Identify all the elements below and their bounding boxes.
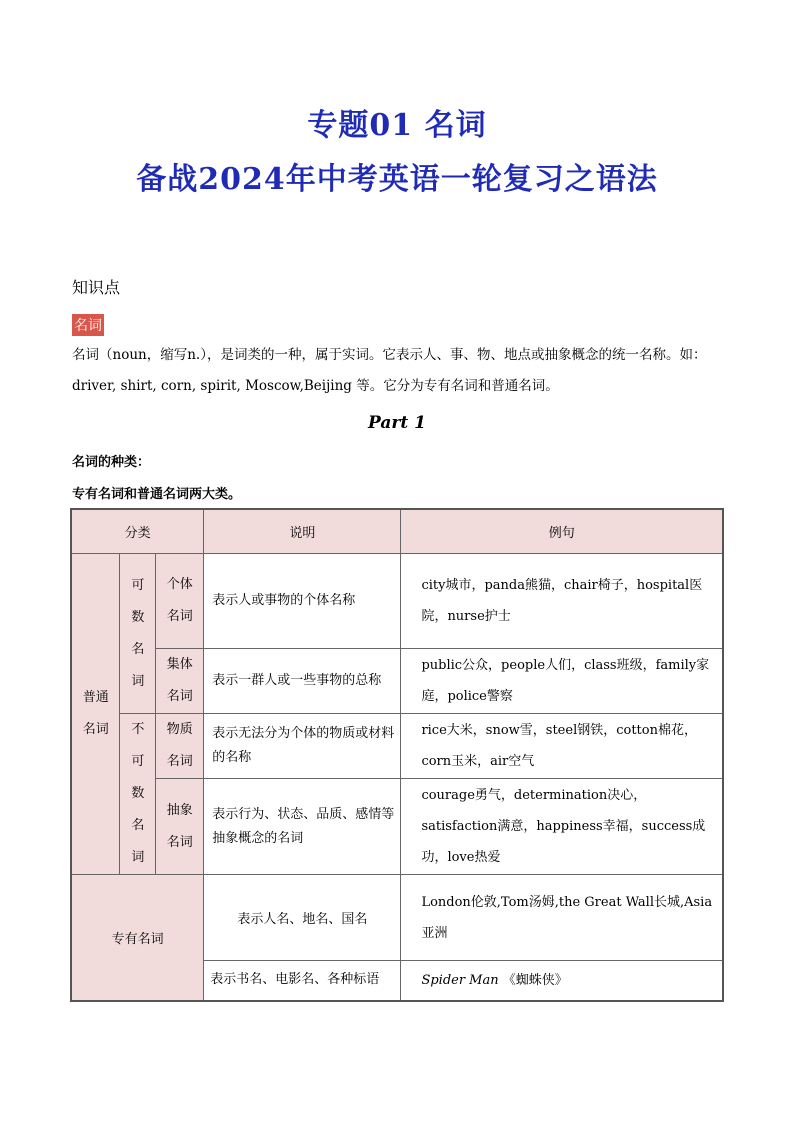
noun-type: 集体名词 — [166, 657, 193, 704]
intro-line-2: driver, shirt, corn, spirit, Moscow,Beijing 等。它分为专有名词和普通名词。 — [72, 378, 559, 394]
row-examples: courage勇气，determination决心，satisfaction满意，happiness幸福，success成功，love热爱 — [401, 779, 723, 875]
noun-type: 物质名词 — [166, 722, 193, 770]
noun-types-table — [70, 508, 724, 1002]
common-noun-label: 普通名词 — [82, 690, 109, 737]
example-title: Spider Man — [421, 972, 499, 988]
table-row — [71, 554, 723, 649]
table-row — [71, 779, 723, 875]
proper-row-description: 表示人名、地名、国名 — [204, 875, 401, 961]
subheading-types: 名词的种类： — [72, 455, 151, 470]
table-row — [71, 649, 723, 714]
row-examples: rice大米，snow雪，steel钢铁，cotton棉花，corn玉米，air空气 — [401, 714, 723, 779]
header-examples: 例句 — [401, 509, 723, 554]
row-examples: city城市，panda熊猫，chair椅子，hospital医院，nurse护士 — [401, 554, 723, 649]
topic-tag: 名词 — [72, 314, 104, 336]
uncountable-cell — [120, 714, 156, 875]
noun-type: 抽象名词 — [166, 802, 193, 850]
uncountable-label: 不可数名词 — [131, 722, 145, 865]
page-subtitle: 备战2024年中考英语一轮复习之语法 — [136, 162, 658, 197]
proper-noun-cell: 专有名词 — [71, 875, 204, 1001]
proper-row-examples: London伦敦,Tom汤姆,the Great Wall长城,Asia亚洲 — [401, 875, 723, 961]
row-type-cell — [156, 649, 204, 714]
table-header-row — [71, 509, 723, 554]
proper-row-description: 表示书名、电影名、各种标语 — [204, 961, 401, 1001]
row-description: 表示一群人或一些事物的总称 — [204, 649, 401, 714]
table-row — [71, 714, 723, 779]
row-type-cell — [156, 779, 204, 875]
countable-label: 可数名词 — [131, 577, 145, 689]
row-description: 表示行为、状态、品质、感情等抽象概念的名词 — [204, 779, 401, 875]
table-row — [71, 875, 723, 961]
header-description: 说明 — [204, 509, 401, 554]
part-heading: Part 1 — [368, 413, 426, 433]
intro-line-1: 名词（noun，缩写n.），是词类的一种，属于实词。它表示人、事、物、地点或抽象概念的统一名称。如： — [72, 347, 707, 363]
row-examples: public公众，people人们，class班级，family家庭，police警察 — [401, 649, 723, 714]
page-title: 专题01 名词 — [307, 108, 487, 143]
row-description: 表示人或事物的个体名称 — [204, 554, 401, 649]
proper-row-examples — [401, 961, 723, 1001]
noun-type: 个体名词 — [166, 577, 193, 624]
row-description: 表示无法分为个体的物质或材料的名称 — [204, 714, 401, 779]
row-type-cell — [156, 554, 204, 649]
common-noun-cell — [71, 554, 120, 875]
header-category: 分类 — [71, 509, 204, 554]
countable-cell — [120, 554, 156, 714]
section-label: 知识点 — [72, 278, 121, 297]
subheading-categories: 专有名词和普通名词两大类。 — [72, 487, 242, 502]
example-title-cn: 《蜘蛛侠》 — [502, 972, 568, 988]
row-type-cell — [156, 714, 204, 779]
